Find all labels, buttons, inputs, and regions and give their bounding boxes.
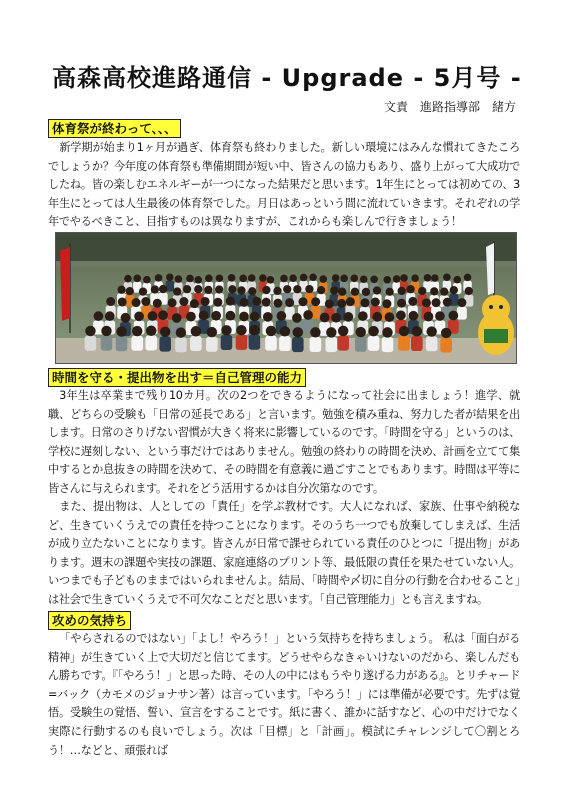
crowd-person-head [116, 326, 126, 336]
crowd-person-body [159, 336, 171, 351]
crowd-person-head [276, 311, 286, 321]
crowd-person-head [331, 313, 341, 323]
crowd-person-head [400, 274, 408, 282]
crowd-person-head [338, 326, 348, 336]
crowd-person-head [213, 298, 222, 307]
crowd-person-head [453, 276, 461, 284]
crowd-person-head [166, 273, 174, 281]
crowd-person-head [435, 311, 445, 321]
crowd-person-head [124, 275, 132, 283]
crowd-person-head [283, 285, 291, 293]
section-heading-self-management: 時間を守る・提出物を出す＝自己管理の能力 [48, 368, 306, 387]
crowd-person-body [265, 336, 277, 351]
crowd-person-body [310, 337, 322, 352]
crowd-person-head [121, 313, 131, 323]
crowd-person-head [325, 299, 334, 308]
crowd-person-head [151, 285, 159, 293]
crowd-person-head [424, 312, 434, 322]
crowd-person-body [116, 336, 128, 351]
crowd-person-head [280, 326, 290, 336]
crowd-person-head [310, 327, 320, 337]
crowd-person-head [386, 288, 394, 296]
crowd-person-head [262, 286, 270, 294]
crowd-person-body [131, 336, 143, 351]
crowd-person-head [132, 298, 141, 307]
crowd-person-head [293, 327, 303, 337]
crowd-person-head [371, 298, 380, 307]
crowd-person-head [194, 276, 202, 284]
crowd-person-head [132, 326, 142, 336]
crowd-person-head [186, 312, 196, 322]
crowd-person-head [289, 274, 297, 282]
crowd-person-head [201, 297, 210, 306]
crowd-person-head [143, 276, 151, 284]
section-heading-sports-festival: 体育祭が終わって、、、 [48, 119, 181, 138]
crowd-person-head [204, 286, 212, 294]
crowd-person-body [368, 336, 380, 351]
crowd-person-head [382, 299, 391, 308]
submission-responsibility-paragraph: また、提出物は、人としての「責任」を学ぶ教材です。大人になれば、家族、仕事や納税など、生きていくうえでの責任を持つことになります。そのうち一つでも放棄してしまえば、生活が成り立たないことになります。皆さんが日常で課せられている責任のひとつに「提出物」があります。週末の課題や実技の課題、家庭連絡のプリント等、最低限の責任を果たせていない人。いつまでも子どものままではいられませんよ。結局、「時間や〆切に自分の行動を合わせること」は社会で生きていくうえで不可欠なことだと思います。「自己管理能力」とも言えますね。 [48, 500, 520, 606]
crowd-person-head [338, 288, 346, 296]
time-management-paragraph: 3年生は卒業まで残り10カ月。次の2つをできるようになって社会に出ましょう！進学、就職、どちらの受験も「日常の延長である」と言います。勉強を積み重ね、努力した者が結果を出します。日常のさりげない習慣が大きく将来に影響しているのです。「時間を守る」というのは、学校に遅刻しない、という事だけではありません。勉強の終わりの時間を決め、計画を立てて集中するとか息抜きの時間を決めて、その時間を有意義に過ごすことでもあります。時間は平等に皆さんに与えられます。それをどう活用するかは自分次第なのです。 [48, 389, 520, 495]
crowd-person-head [133, 275, 141, 283]
crowd-person-head [397, 299, 406, 308]
crowd-person-head [252, 297, 261, 306]
crowd-person-head [226, 297, 235, 306]
crowd-person-head [449, 311, 459, 321]
crowd-person-body [249, 335, 261, 350]
crowd-person-head [330, 286, 338, 294]
crowd-person-head [280, 275, 288, 283]
crowd-person-head [382, 327, 392, 337]
crowd-person-head [441, 328, 451, 338]
crowd-person-head [368, 326, 378, 336]
crowd-person-head [393, 275, 401, 283]
crowd-person-head [396, 311, 406, 321]
crowd-person-head [126, 287, 134, 295]
crowd-person-head [237, 286, 245, 294]
crowd-person-head [249, 325, 259, 335]
crowd-person-head [226, 311, 236, 321]
crowd-person-head [248, 287, 256, 295]
crowd-person-head [443, 298, 452, 307]
crowd-person-head [205, 275, 213, 283]
group-photo [55, 232, 517, 364]
crowd-person-head [153, 299, 162, 308]
crowd-person-head [300, 274, 308, 282]
crowd-person-body [279, 336, 291, 351]
crowd-person-head [457, 298, 466, 307]
crowd-person-head [409, 311, 419, 321]
crowd-person-head [160, 327, 170, 337]
crowd-person-head [362, 288, 370, 296]
crowd-person-head [358, 311, 368, 321]
crowd-person-head [432, 298, 441, 307]
crowd-person-head [430, 287, 438, 295]
crowd-person-head [118, 297, 127, 306]
crowd-person-head [117, 286, 125, 294]
crowd-person-head [320, 313, 330, 323]
crowd-person-head [173, 287, 181, 295]
crowd-person-body [382, 337, 394, 352]
proactive-attitude-paragraph: 「やらされるのではない」「よし！やろう！」という気持ちを持ちましょう。 私は「面白がる精神」が生きていく上で大切だと信じてます。どうせやらなきゃいけないのだから、楽しんだもん勝ちです。『「やろう！」と思った時、その人の中にはもうやり遂げる力がある』。とリチャード=バック（カモメのジョナサン著）は言っています。「やろう！」には準備が必要です。先ずは覚悟。受験生の覚悟、誓い、宣言をすることです。紙に書く、誰かに話すなど、心の中だけでなく実際に行動するのも良いでしょう。次は「目標」と「計画」。模試にチャレンジして〇割とろう！…などと、頑張れば [48, 632, 520, 757]
crowd-person-body [190, 336, 202, 351]
crowd-person-head [263, 312, 273, 322]
newsletter-title: 高森高校進路通信 - Upgrade - 5月号 - [52, 64, 522, 92]
crowd-person-head [360, 298, 369, 307]
crowd-person-head [267, 276, 275, 284]
crowd-person-body [337, 336, 349, 351]
crowd-person-head [259, 274, 267, 282]
crowd-person-head [370, 276, 378, 284]
crowd-person-head [285, 298, 294, 307]
group-photo-image [56, 233, 516, 363]
crowd-person-head [139, 287, 147, 295]
crowd-person-body [145, 335, 157, 350]
crowd-person-head [431, 274, 439, 282]
crowd-person-head [443, 273, 451, 281]
crowd-person-head [141, 297, 150, 306]
crowd-person-head [105, 311, 115, 321]
crowd-person-head [292, 313, 302, 323]
crowd-person-head [293, 285, 301, 293]
crowd-person-body [85, 336, 97, 351]
crowd-person-body [355, 337, 367, 352]
crowd-person-head [411, 274, 419, 282]
crowd-person-head [408, 297, 417, 306]
crowd-person-head [326, 327, 336, 337]
crowd-person-head [148, 311, 158, 321]
crowd-person-body [440, 338, 452, 353]
crowd-person-head [311, 297, 320, 306]
crowd-person-head [248, 274, 256, 282]
crowd-person-head [236, 325, 246, 335]
crowd-person-head [373, 286, 381, 294]
crowd-person-head [183, 285, 191, 293]
crowd-person-head [155, 274, 163, 282]
crowd-person-head [385, 312, 395, 322]
crowd-person-body [411, 336, 423, 351]
crowd-person-head [159, 285, 167, 293]
crowd-person-head [426, 326, 436, 336]
crowd-person-head [194, 285, 202, 293]
crowd-person-head [176, 327, 186, 337]
crowd-person-head [85, 326, 95, 336]
crowd-person-head [266, 326, 276, 336]
crowd-person-head [298, 297, 307, 306]
crowd-person-head [211, 311, 221, 321]
crowd-person-head [418, 287, 426, 295]
crowd-person-head [422, 298, 431, 307]
crowd-person-head [94, 311, 104, 321]
crowd-person-head [190, 299, 199, 308]
crowd-person-body [221, 335, 233, 350]
crowd-person-head [199, 311, 209, 321]
crowd-person-head [406, 285, 414, 293]
crowd-person-head [350, 275, 358, 283]
crowd-person-head [191, 326, 201, 336]
crowd-person-head [101, 326, 111, 336]
crowd-person-head [172, 313, 182, 323]
crowd-person-head [372, 312, 382, 322]
crowd-person-body [326, 337, 338, 352]
author-credit: 文責 進路指導部 緒方 [383, 100, 516, 114]
crowd-person-head [240, 298, 249, 307]
crowd-person-head [464, 274, 472, 282]
crowd-person-head [228, 285, 236, 293]
crowd-person-head [303, 310, 313, 320]
crowd-person-body [175, 337, 187, 352]
section-heading-proactive-attitude: 攻めの気持ち [48, 611, 131, 630]
crowd-person-head [216, 274, 224, 282]
crowd-person-head [106, 297, 115, 306]
crowd-person-head [465, 287, 473, 295]
crowd-person-head [399, 326, 409, 336]
crowd-person-head [412, 326, 422, 336]
crowd-person-head [228, 274, 236, 282]
crowd-person-head [215, 285, 223, 293]
crowd-person-head [383, 276, 391, 284]
crowd-person-head [221, 325, 231, 335]
crowd-person-head [146, 326, 156, 336]
crowd-person-body [101, 336, 113, 351]
crowd-person-head [398, 287, 406, 295]
crowd-person-head [450, 286, 458, 294]
crowd-person-head [305, 285, 313, 293]
crowd-person-head [309, 273, 317, 281]
crowd-person-head [319, 275, 327, 283]
crowd-person-head [158, 310, 168, 320]
crowd-person-head [346, 297, 355, 306]
crowd-person-head [360, 275, 368, 283]
crowd-person-head [332, 274, 340, 282]
crowd-person-head [134, 311, 144, 321]
crowd-person-head [273, 287, 281, 295]
crowd-person-body [236, 335, 248, 350]
crowd-person-head [179, 297, 188, 306]
crowd-person-body [426, 336, 438, 351]
crowd-person-body [292, 337, 304, 352]
crowd-person-head [424, 274, 432, 282]
crowd-person-head [250, 312, 260, 322]
sports-festival-paragraph: 新学期が始まり1ヶ月が過ぎ、体育祭も終わりました。新しい環境にはみんな慣れてきたころでしょうか？今年度の体育祭も準備期間が短い中、皆さんの協力もあり、盛り上がって大成功でしたね。皆の楽しむエネルギーが一つになった結果だと思います。1年生にとっては初めての、3年生にとっては人生最後の体育祭でした。月日はあっという間に流れていきます。それぞれの学年でやるべきこと、目指すものは異なりますが、これからも楽しんで行きましょう！ [48, 141, 520, 229]
crowd-person-head [317, 286, 325, 294]
crowd-person-head [175, 275, 183, 283]
crowd-person-body [457, 307, 467, 320]
crowd-person-head [343, 312, 353, 322]
crowd-person-head [356, 327, 366, 337]
crowd-person-head [239, 312, 249, 322]
crowd-person-head [440, 288, 448, 296]
crowd-person-head [207, 327, 217, 337]
crowd-person-head [262, 298, 271, 307]
crowd-person-body [206, 337, 218, 352]
crowd-person-head [273, 299, 282, 308]
crowd-person-head [340, 275, 348, 283]
crowd-person-head [186, 275, 194, 283]
crowd-person-body [398, 336, 410, 351]
crowd-person-head [239, 275, 247, 283]
crowd-person-head [351, 288, 359, 296]
crowd-person-head [337, 299, 346, 308]
crowd-person-head [168, 298, 177, 307]
